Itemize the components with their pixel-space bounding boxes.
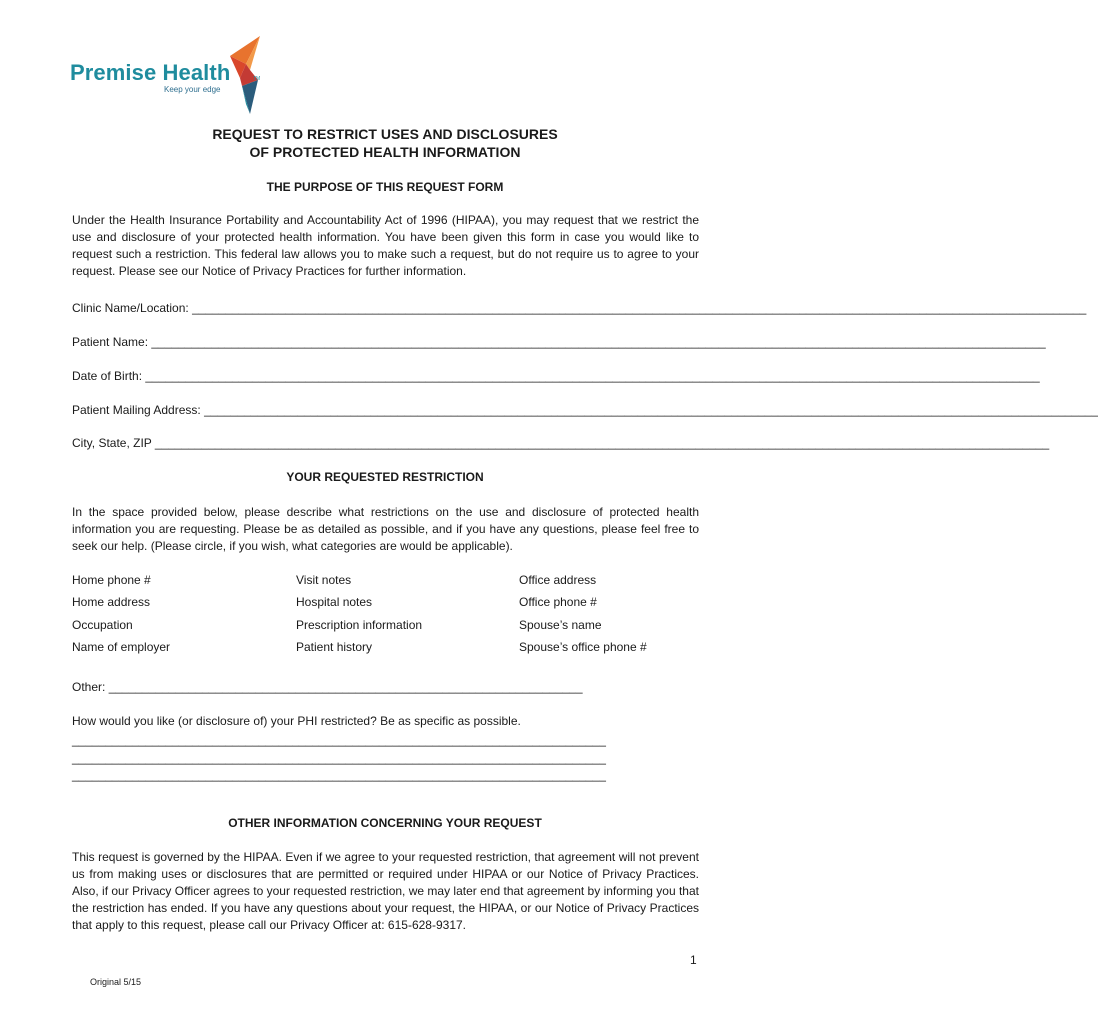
answer-line-3[interactable]: ________________________________________________________________________________: [72, 768, 606, 782]
mailing-address-label: Patient Mailing Address:: [72, 403, 205, 417]
logo-wordmark: Premise Health: [70, 60, 231, 85]
category-visit-notes[interactable]: Visit notes: [296, 573, 352, 587]
page-number: 1: [690, 953, 697, 967]
other-line: _______________________________________________________________________: [108, 680, 583, 694]
other-info-heading: OTHER INFORMATION CONCERNING YOUR REQUEST: [228, 816, 542, 830]
premise-health-logo: [70, 32, 270, 116]
category-hospital-notes[interactable]: Hospital notes: [296, 595, 373, 609]
date-of-birth-label: Date of Birth:: [72, 369, 146, 383]
city-state-zip-label: City, State, ZIP: [72, 436, 155, 450]
answer-line-1[interactable]: ________________________________________________________________________________: [72, 733, 606, 747]
logo-tagline: Keep your edge: [164, 85, 221, 94]
category-office-phone[interactable]: Office phone #: [519, 595, 597, 609]
city-state-zip-line: ______________________________________________________________________________________________________________________________________: [154, 436, 1050, 450]
patient-name-field[interactable]: [72, 335, 1046, 349]
answer-line-2[interactable]: ________________________________________________________________________________: [72, 751, 606, 765]
trademark-mark: TM: [253, 76, 261, 82]
footer-revision: Original 5/15: [90, 977, 142, 987]
category-spouse-name[interactable]: Spouse’s name: [519, 618, 602, 632]
date-of-birth-line: ______________________________________________________________________________________________________________________________________: [145, 369, 1040, 383]
restriction-paragraph: In the space provided below, please describe what restrictions on the use and disclosure of protected health information you are requesting. Please be as detailed as possible, and if you have any questions, please feel free to seek our help. (Please circle, if you wish, what categories are would be applicable).: [72, 505, 699, 553]
date-of-birth-field[interactable]: [72, 369, 1040, 383]
how-restricted-question: How would you like (or disclosure of) your PHI restricted? Be as specific as possible.: [72, 714, 521, 728]
category-patient-history[interactable]: Patient history: [296, 640, 373, 654]
purpose-heading: THE PURPOSE OF THIS REQUEST FORM: [266, 180, 504, 194]
category-occupation[interactable]: Occupation: [72, 618, 133, 632]
form-title-line-1: REQUEST TO RESTRICT USES AND DISCLOSURES: [212, 126, 558, 142]
category-home-address[interactable]: Home address: [72, 595, 151, 609]
category-home-phone[interactable]: Home phone #: [72, 573, 151, 587]
patient-name-label: Patient Name:: [72, 335, 152, 349]
category-spouse-office-phone[interactable]: Spouse’s office phone #: [519, 640, 647, 654]
purpose-paragraph: Under the Health Insurance Portability and Accountability Act of 1996 (HIPAA), you may request that we restrict the use and disclosure of your protected health information. You have been given this form in case you would like to request such a restriction. This federal law allows you to make such a request, but do not require us to agree to your request. Please see our Notice of Privacy Practices for further information.: [72, 213, 699, 278]
other-label: Other:: [72, 680, 109, 694]
category-prescription-information[interactable]: Prescription information: [296, 618, 423, 632]
restriction-heading: YOUR REQUESTED RESTRICTION: [286, 470, 484, 484]
category-name-of-employer[interactable]: Name of employer: [72, 640, 171, 654]
mailing-address-field[interactable]: [72, 403, 1098, 417]
clinic-name-line: ______________________________________________________________________________________________________________________________________: [192, 301, 1087, 315]
mailing-address-line: ______________________________________________________________________________________________________________________________________: [204, 403, 1098, 417]
form-title-line-2: OF PROTECTED HEALTH INFORMATION: [249, 144, 521, 160]
clinic-name-label: Clinic Name/Location:: [72, 301, 193, 315]
patient-name-line: ______________________________________________________________________________________________________________________________________: [151, 335, 1046, 349]
other-field[interactable]: [72, 680, 632, 694]
city-state-zip-field[interactable]: [72, 436, 1050, 450]
category-office-address[interactable]: Office address: [519, 573, 597, 587]
other-info-paragraph: This request is governed by the HIPAA. Even if we agree to your requested restriction, that agreement will not prevent us from making uses or disclosures that are permitted or required under HIPAA or our Notice of Privacy Practices. Also, if our Privacy Officer agrees to your requested restriction, we may later end that agreement by informing you that the restriction has ended. If you have any questions about your request, the HIPAA, or our Notice of Privacy Practices that apply to this request, please call our Privacy Officer at: 615-628-9317.: [72, 850, 699, 932]
clinic-name-field[interactable]: [72, 301, 1087, 315]
